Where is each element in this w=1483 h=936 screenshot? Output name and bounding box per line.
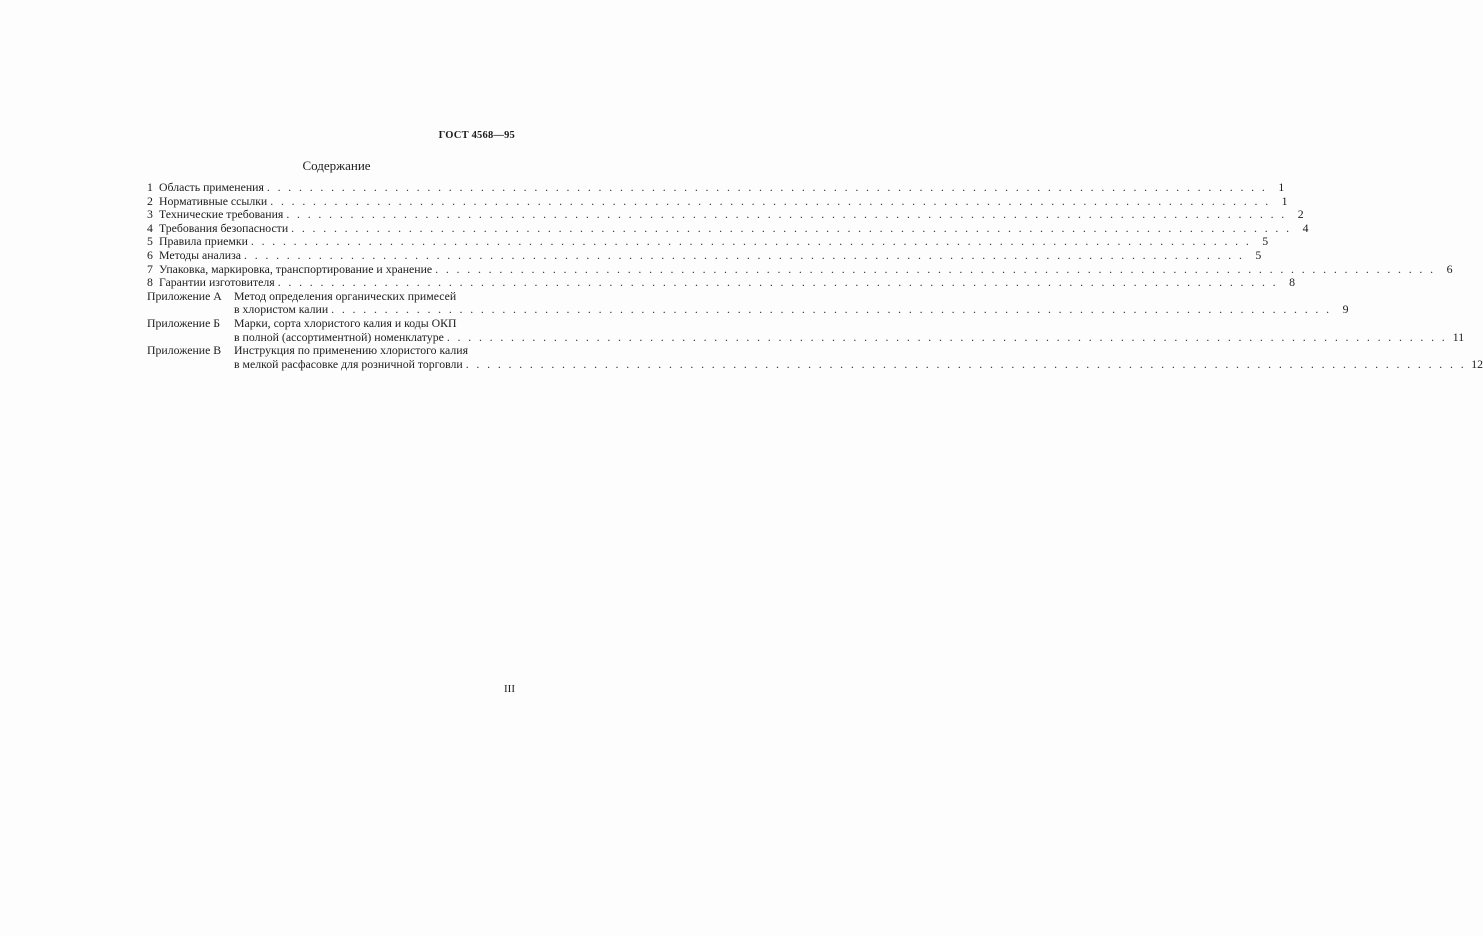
appendix-title-line: Марки, сорта хлористого калия и коды ОКП bbox=[234, 315, 457, 330]
page-number: III bbox=[504, 683, 515, 695]
toc-entry bbox=[147, 234, 1269, 249]
appendix-page: 11 bbox=[1452, 329, 1465, 344]
table-of-contents bbox=[147, 180, 1483, 371]
dot-leader bbox=[447, 331, 1447, 345]
appendix-title-line: в мелкой расфасовке для розничной торговли bbox=[234, 356, 463, 371]
toc-entry-number: 2 bbox=[147, 193, 153, 208]
toc-entry bbox=[147, 247, 1262, 263]
appendix-label: Приложение Б bbox=[147, 315, 221, 330]
dot-leader bbox=[251, 235, 1251, 249]
appendix-label: Приложение А bbox=[147, 288, 222, 303]
toc-entry bbox=[147, 193, 1288, 209]
toc-entry bbox=[147, 275, 1296, 290]
toc-entry bbox=[147, 180, 1285, 195]
dot-leader bbox=[435, 263, 1435, 277]
toc-entry-number: 1 bbox=[147, 180, 153, 194]
toc-entry bbox=[147, 207, 1304, 222]
toc-entry-number: 8 bbox=[147, 275, 153, 290]
toc-entry-number: 7 bbox=[147, 261, 153, 276]
dot-leader bbox=[331, 303, 1331, 317]
toc-entry-page: 5 bbox=[1255, 247, 1262, 262]
toc-entry-page: 5 bbox=[1262, 234, 1269, 249]
toc-entry bbox=[147, 261, 1453, 277]
toc-entry-title: Методы анализа bbox=[159, 247, 241, 262]
toc-entry-number: 4 bbox=[147, 220, 153, 235]
toc-entry-title: Технические требования bbox=[159, 207, 284, 222]
dot-leader bbox=[270, 195, 1270, 209]
appendix-label: Приложение В bbox=[147, 343, 222, 358]
dot-leader bbox=[244, 249, 1244, 263]
toc-entry-title: Требования безопасности bbox=[159, 220, 289, 235]
toc-entry bbox=[147, 220, 1309, 236]
toc-appendix-entry bbox=[147, 315, 1465, 344]
toc-entry-page: 6 bbox=[1446, 261, 1453, 276]
toc-entry-page: 1 bbox=[1278, 180, 1285, 194]
appendix-title-line: в хлористом калии bbox=[234, 302, 329, 317]
toc-entry-page: 2 bbox=[1297, 207, 1304, 222]
dot-leader bbox=[291, 222, 1291, 236]
appendix-title-line: в полной (ассортиментной) номенклатуре bbox=[234, 329, 444, 344]
toc-appendix-entry bbox=[147, 288, 1349, 317]
toc-entry-number: 6 bbox=[147, 247, 153, 262]
toc-entry-title: Правила приемки bbox=[159, 234, 248, 249]
appendix-page: 9 bbox=[1342, 302, 1349, 317]
toc-entry-title: Упаковка, маркировка, транспортирование и хранение bbox=[159, 261, 433, 276]
toc-entry-title: Область применения bbox=[159, 180, 264, 194]
dot-leader bbox=[286, 208, 1286, 222]
appendix-title-line: Инструкция по применению хлористого калия bbox=[234, 343, 469, 358]
toc-entry-page: 1 bbox=[1281, 193, 1288, 208]
appendix-title-line: Метод определения органических примесей bbox=[234, 288, 457, 303]
appendix-page: 12 bbox=[1471, 356, 1483, 371]
dot-leader bbox=[267, 181, 1267, 195]
toc-appendix-entry bbox=[147, 343, 1483, 371]
toc-entry-page: 4 bbox=[1302, 220, 1309, 235]
dot-leader bbox=[278, 276, 1278, 290]
toc-entry-title: Нормативные ссылки bbox=[159, 193, 268, 208]
toc-title: Содержание bbox=[302, 158, 371, 173]
toc-entry-number: 3 bbox=[147, 207, 153, 222]
toc-entry-page: 8 bbox=[1289, 275, 1296, 290]
toc-entry-title: Гарантии изготовителя bbox=[159, 275, 275, 290]
toc-entry-number: 5 bbox=[147, 234, 153, 249]
document-code: ГОСТ 4568—95 bbox=[438, 130, 515, 141]
dot-leader bbox=[466, 358, 1466, 372]
